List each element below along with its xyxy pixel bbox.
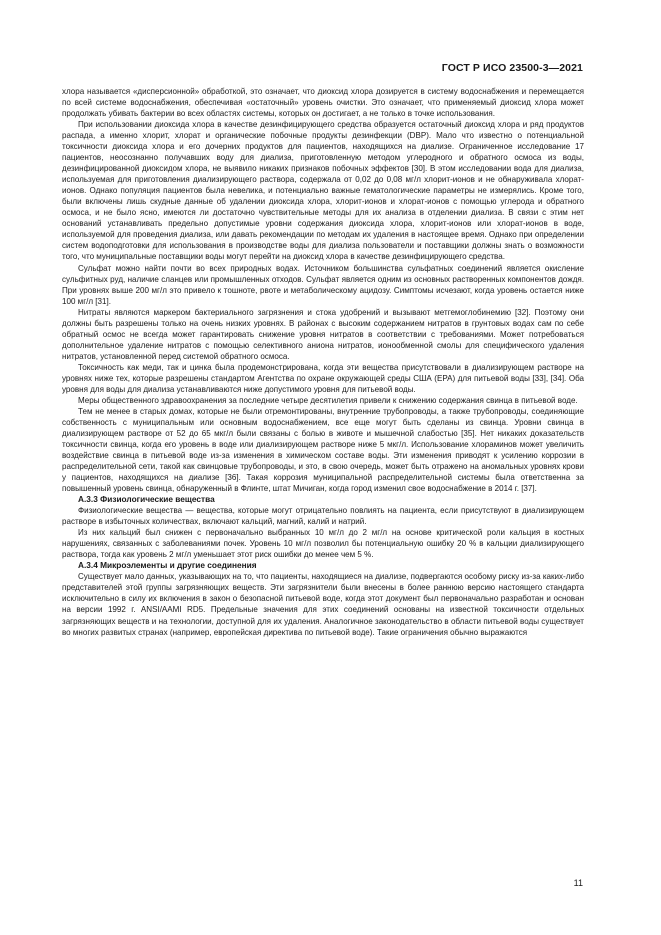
paragraph: Нитраты являются маркером бактериального загрязнения и стока удобрений и вызывают метгемоглобинемию [32]. Поэтому они должны быть разрешены только на очень низких уровнях. В районах с высоким содержанием нитратов в грунтовых водах сам по себе обратный осмос не всегда может гарантировать снижение уровня нитратов в соответствии с требованиями. Может потребоваться дополнительное удаление нитратов с помощью селективного анионa нитратов, ионообменной смолы для специфического удаления нитратов, установленной перед системой обратного осмоса. [62,307,584,361]
paragraph: Тем не менее в старых домах, которые не были отремонтированы, внутренние трубопроводы, а также трубопроводы, соединяющие собственность с муниципальным или основным водоснабжением, все еще могут быть сделаны из свинца. Уровни свинца в диализирующем растворе от 52 до 65 мкг/л были связаны с болью в животе и мышечной слабостью [35]. Нет никаких доказательств токсичности свинца, когда его уровень в воде или диализирующем растворе ниже 5 мкг/л. Использование хлораминов может увеличить воздействие свинца в питьевой воде из-за изменения в химическом составе воды. Эти изменения приводят к усилению коррозии в распределительной сети, такой как свинцовые трубопроводы, и это, в свою очередь, может быть отражено на аномальных уровнях крови у пациентов, находящихся на диализе [36]. Такая коррозия муниципальной распределительной системы была ответственна за повышенный уровень свинца, обнаруженный в Флинте, штат Мичиган, когда город изменил свое водоснабжение в 2014 г. [37]. [62,406,584,494]
page-number: 11 [573,878,583,888]
paragraph: Меры общественного здравоохранения за последние четыре десятилетия привели к снижению содержания свинца в питьевой воде. [78,395,578,405]
section-heading-a33: А.3.3 Физиологические вещества [78,494,215,505]
paragraph: Существует мало данных, указывающих на то, что пациенты, находящиеся на диализе, подвергаются особому риску из-за каких-либо представителей этой группы загрязняющих веществ. Эти загрязнители были внесены в более раннюю версию настоящего стандарта исключительно в силу их включения в закон о безопасной питьевой воде, когда этот документ был первоначально разработан и основан на версии 1992 г. ANSI/AAMI RD5. Предельные значения для этих соединений основаны на известной токсичности отдельных загрязняющих веществ и на технологии, доступной для их удаления. Аналогичное законодательство в области питьевой воды существует во многих развитых странах (например, европейская директива по питьевой воде). Такие ограничения обычно выражаются [62,572,584,637]
paragraph: Токсичность как меди, так и цинка была продемонстрирована, когда эти вещества присутствовали в диализирующем растворе на уровнях ниже тех, которые разрешены стандартом Агентства по охране окружающей среды США (EPA) для питьевой воды [33], [34]. Оба уровня для воды для диализа устанавливаются ниже допустимого уровня для питьевой воды. [62,362,584,394]
paragraph: Физиологические вещества — вещества, которые могут отрицательно повлиять на пациента, если присутствуют в диализирующем растворе в избыточных количествах, включают кальций, магний, калий и натрий. [62,506,584,527]
section-heading-a34: А.3.4 Микроэлементы и другие соединения [78,560,257,571]
paragraph: При использовании диоксида хлора в качестве дезинфицирующего средства образуется остаточный диоксид хлора и ряд продуктов распада, а именно хлорит, хлорат и органические побочные продукты дезинфекции (DBP). Мало что известно о потенциальной токсичности диоксида хлора и его дочерних продуктов для пациентов, находящихся на диализе. Ограниченное исследование 17 пациентов, неосознанно получавших воду для диализа, приготовленную методом углеродного и обратного осмоса из воды, дезинфицированной диоксидом хлора, не выявило никаких признаков побочных эффектов [30]. В этом исследовании вода для диализа, используемая для приготовления диализирующего раствора, содержала от 0,02 до 0,08 мг/л хлорит-ионов и не обнаруживала хлорат-ионов. Однако популяция пациентов была невелика, и потенциально важные гематологические параметры не измерялись. Кроме того, были включены лишь скудные данные об удалении диоксида хлора, хлорит-ионов и хлорат-ионов с помощью углерода и обратного осмоса, и не было ясно, имеются ли достаточно чувствительные методы для их анализа в отделении диализа. В связи с этим нет оснований устанавливать предельно допустимые уровни содержания диоксида хлора, хлорит-ионов или хлорат-ионов в воде, используемой для проведения диализа, или давать рекомендации по методам их удаления в настоящее время. Однако при определении систем водоподготовки для использования в производстве воды для диализа пользователи и поставщики должны знать о возможности того, что муниципальные поставщики воды могут перейти на диоксид хлора в качестве дезинфицирующего средства. [62,120,584,262]
paragraph: хлора называется «дисперсионной» обработкой, это означает, что диоксид хлора дозируется в систему водоснабжения и перемещается по всей системе водоснабжения, обеспечивая «остаточный» уровень очистки. Это означает, что применяемый диоксид хлора может продолжать убивать бактерии во всех областях системы, которых он достигает, а не только в точке использования. [62,87,584,119]
paragraph: Из них кальций был снижен с первоначально выбранных 10 мг/л до 2 мг/л на основе критической роли кальция в костных нарушениях, связанных с заболеваниями почек. Уровень 10 мг/л позволил бы потенциальную ошибку 20 % в кальции диализирующего раствора, тогда как уровень 2 мг/л уменьшает этот риск ошибки до менее чем 5 %. [62,528,584,560]
document-code-header: ГОСТ Р ИСО 23500-3—2021 [441,62,583,74]
document-body [62,86,584,638]
paragraph: Сульфат можно найти почти во всех природных водах. Источником большинства сульфатных соединений является окисление сульфитных руд, наличие сланцев или промышленных отходов. Сульфат является одним из основных растворенных компонентов дождя. При уровнях выше 200 мг/л это привело к тошноте, рвоте и метаболическому ацидозу. Симптомы исчезают, когда уровень остается ниже 100 мг/л [31]. [62,263,584,306]
